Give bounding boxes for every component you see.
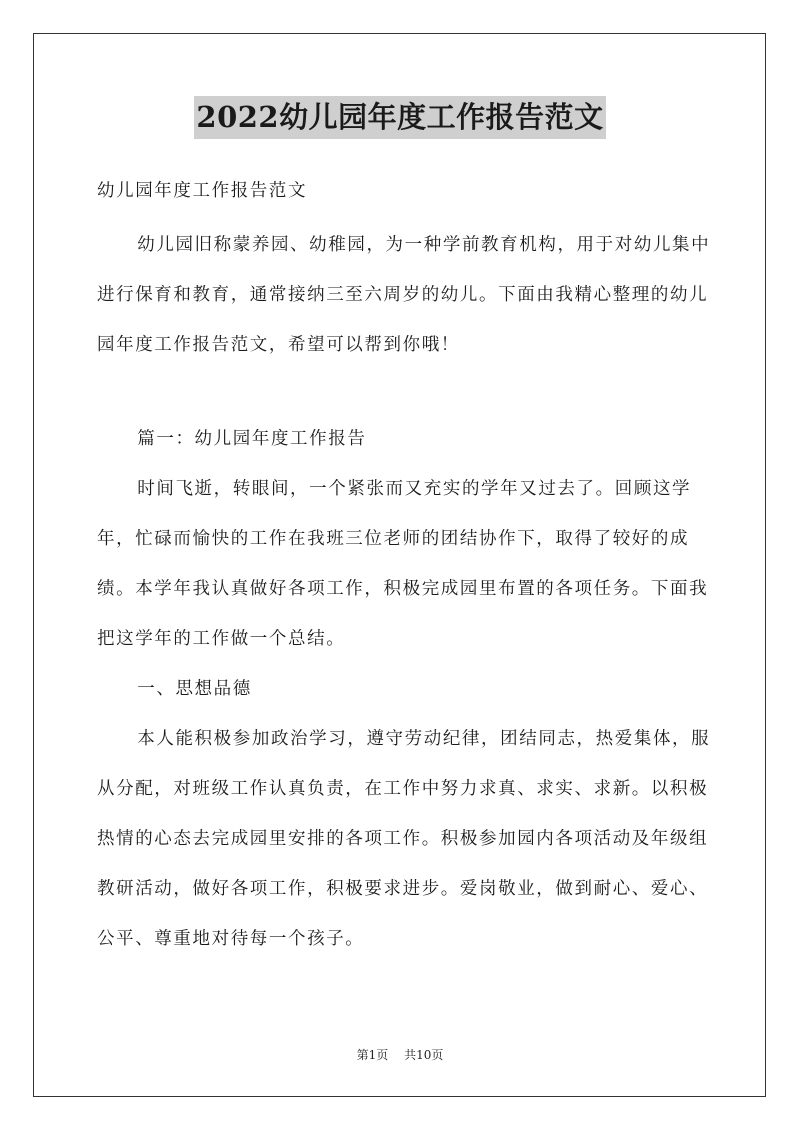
section-title: 篇一：幼儿园年度工作报告 (137, 429, 367, 449)
paragraph-gap (97, 370, 717, 414)
section-heading-1: 一、思想品德 (137, 679, 252, 699)
body-paragraph-2: 本人能积极参加政治学习，遵守劳动纪律，团结同志，热爱集体，服从分配，对班级工作认真负责，在工作中努力求真、求实、求新。以积极热情的心态去完成园里安排的各项工作。积极参加园内各项活动及年级组教研活动，做好各项工作，积极要求进步。爱岗敬业，做到耐心、爱心、公平、尊重地对待每一个孩子。 (97, 729, 711, 949)
document-subtitle: 幼儿园年度工作报告范文 (97, 181, 308, 201)
page-total: 共10页 (404, 1048, 444, 1062)
body-paragraph-1: 时间飞逝，转眼间，一个紧张而又充实的学年又过去了。回顾这学年，忙碌而愉快的工作在我班三位老师的团结协作下，取得了较好的成绩。本学年我认真做好各项工作，积极完成园里布置的各项任务。下面我把这学年的工作做一个总结。 (97, 479, 709, 649)
intro-paragraph: 幼儿园旧称蒙养园、幼稚园，为一种学前教育机构，用于对幼儿集中进行保育和教育，通常接纳三至六周岁的幼儿。下面由我精心整理的幼儿园年度工作报告范文，希望可以帮到你哦！ (97, 235, 711, 355)
document-body (97, 166, 717, 964)
page-number: 第1页 (356, 1048, 389, 1062)
document-title: 2022幼儿园年度工作报告范文 (194, 96, 605, 139)
title-container (0, 96, 800, 139)
page-footer (0, 1046, 800, 1063)
